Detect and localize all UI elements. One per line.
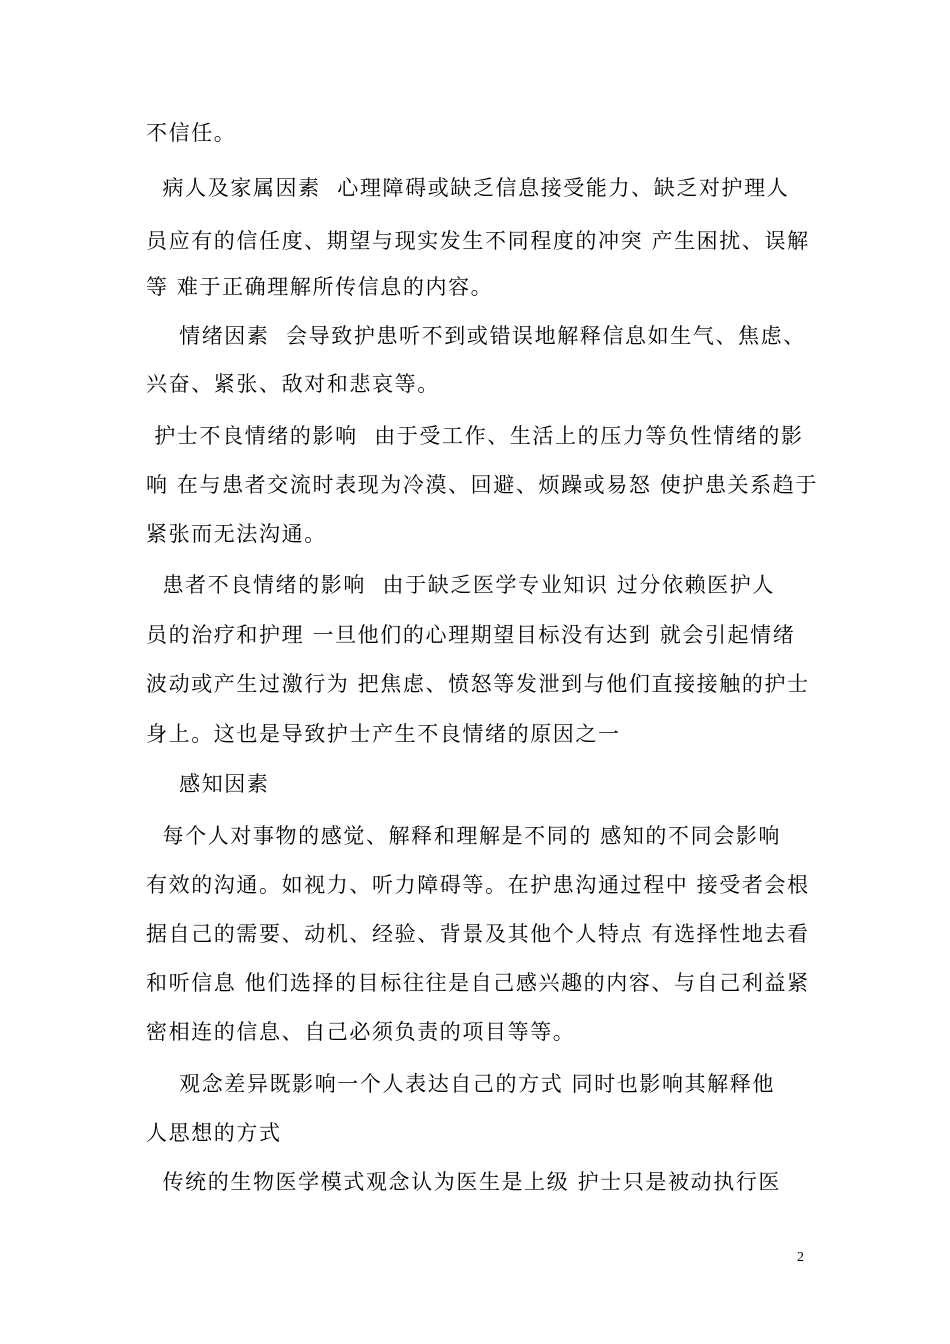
text-line: 患者不良情绪的影响 由于缺乏医学专业知识 过分依赖医护人 — [146, 573, 775, 597]
text-line: 据自己的需要、动机、经验、背景及其他个人特点 有选择性地去看 — [146, 922, 810, 946]
text-line: 护士不良情绪的影响 由于受工作、生活上的压力等负性情绪的影 — [146, 424, 804, 448]
text-line: 密相连的信息、自己必须负责的项目等等。 — [146, 1020, 576, 1044]
text-line: 人思想的方式 — [146, 1121, 282, 1145]
text-line: 和听信息 他们选择的目标往往是自己感兴趣的内容、与自己利益紧 — [146, 971, 810, 995]
text-line: 不信任。 — [146, 121, 237, 145]
text-line: 等 难于正确理解所传信息的内容。 — [146, 275, 494, 299]
text-line: 兴奋、紧张、敌对和悲哀等。 — [146, 372, 440, 396]
text-line: 员的治疗和护理 一旦他们的心理期望目标没有达到 就会引起情绪 — [146, 623, 796, 647]
text-line: 每个人对事物的感觉、解释和理解是不同的 感知的不同会影响 — [146, 824, 782, 848]
text-line: 感知因素 — [146, 772, 270, 796]
text-line: 情绪因素 会导致护患听不到或错误地解释信息如生气、焦虑、 — [146, 324, 806, 348]
text-line: 观念差异既影响一个人表达自己的方式 同时也影响其解释他 — [146, 1072, 775, 1096]
text-line: 响 在与患者交流时表现为冷漠、回避、烦躁或易怒 使护患关系趋于 — [146, 473, 818, 497]
text-line: 身上。这也是导致护士产生不良情绪的原因之一 — [146, 722, 621, 746]
page-number: 2 — [797, 1250, 804, 1265]
text-line: 员应有的信任度、期望与现实发生不同程度的冲突 产生困扰、误解 — [146, 229, 810, 253]
text-line: 紧张而无法沟通。 — [146, 522, 327, 546]
text-line: 有效的沟通。如视力、听力障碍等。在护患沟通过程中 接受者会根 — [146, 873, 810, 897]
text-line: 波动或产生过激行为 把焦虑、愤怒等发泄到与他们直接接触的护士 — [146, 672, 810, 696]
text-line: 传统的生物医学模式观念认为医生是上级 护士只是被动执行医 — [146, 1170, 782, 1194]
text-line: 病人及家属因素 心理障碍或缺乏信息接受能力、缺乏对护理人 — [146, 176, 790, 200]
